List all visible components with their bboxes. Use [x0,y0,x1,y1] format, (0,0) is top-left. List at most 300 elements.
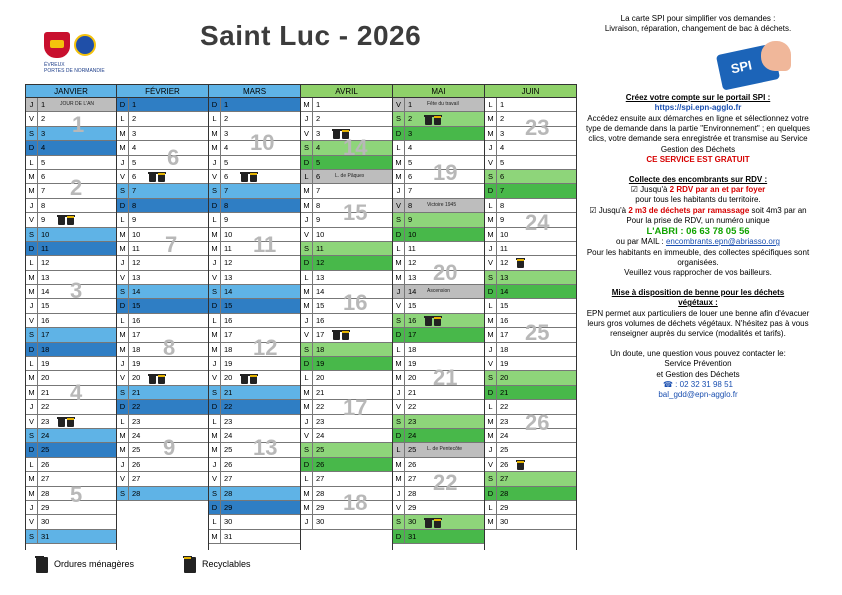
week-number: 25 [525,320,550,345]
day-number: 3 [224,128,229,138]
day-row [301,228,392,242]
day-number: 25 [132,445,141,455]
day-number: 29 [316,502,325,512]
day-number: 25 [408,445,417,455]
day-row [393,199,484,213]
day-letter: M [393,256,405,269]
week-number: 16 [343,290,368,315]
day-letter: M [301,386,313,399]
day-row [26,443,116,457]
day-letter: D [117,400,129,413]
day-row [117,256,208,270]
day-row [485,141,576,155]
day-number: 5 [408,157,413,167]
day-row [117,415,208,429]
day-letter: J [485,242,497,255]
day-number: 9 [316,215,321,225]
day-row [209,386,300,400]
day-number: 24 [132,430,141,440]
day-letter: D [393,429,405,442]
day-letter: M [393,458,405,471]
black-bin-icon [36,557,48,573]
day-letter: M [26,386,38,399]
day-row [117,127,208,141]
day-number: 4 [224,143,229,153]
day-letter: V [26,515,38,528]
day-row [393,127,484,141]
day-letter: M [301,501,313,514]
day-letter: J [26,501,38,514]
day-number: 5 [316,157,321,167]
day-letter: V [117,170,129,183]
day-row [393,343,484,357]
day-letter: J [26,199,38,212]
day-letter: L [393,141,405,154]
day-row [117,400,208,414]
black-bin-icon [58,418,65,427]
day-number: 26 [132,459,141,469]
contact-email[interactable]: bal_gdd@epn-agglo.fr [658,390,738,400]
day-number: 30 [41,517,50,527]
black-bin-icon [333,130,340,139]
day-row [485,256,576,270]
day-row [301,357,392,371]
day-row [117,487,208,501]
day-letter: M [485,213,497,226]
day-letter: L [485,199,497,212]
collection-icons [241,371,257,384]
month-column [485,84,577,550]
day-letter: M [209,242,221,255]
day-letter: D [301,256,313,269]
week-number: 26 [525,410,550,435]
day-letter: S [301,343,313,356]
day-row [301,112,392,126]
day-number: 3 [500,128,505,138]
day-row [393,443,484,457]
day-letter: S [209,285,221,298]
day-number: 23 [224,416,233,426]
coat-of-arms-icon [44,32,70,58]
day-letter: J [393,487,405,500]
abri-phone[interactable]: L'ABRI : 06 63 78 05 56 [646,225,750,237]
day-number: 14 [500,287,509,297]
day-number: 22 [500,402,509,412]
day-letter: J [301,515,313,528]
day-number: 26 [408,459,417,469]
day-letter: V [117,472,129,485]
day-number: 3 [41,128,46,138]
day-letter: V [393,501,405,514]
day-letter: M [301,487,313,500]
day-letter: M [301,199,313,212]
day-number: 11 [408,243,416,253]
day-number: 6 [408,171,413,181]
day-letter: J [301,415,313,428]
week-number: 20 [433,260,458,285]
week-number: 6 [167,145,180,170]
day-number: 16 [500,315,509,325]
day-letter: D [117,98,129,111]
day-letter: S [26,530,38,543]
day-letter: J [485,443,497,456]
day-number: 2 [224,114,229,124]
day-letter: J [485,141,497,154]
day-letter: L [209,112,221,125]
day-number: 25 [316,445,325,455]
legend-household-waste: Ordures ménagères [36,555,134,573]
day-number: 21 [224,387,233,397]
day-number: 23 [316,416,325,426]
day-letter: M [301,184,313,197]
day-row [485,299,576,313]
day-number: 8 [316,200,321,210]
day-row [301,371,392,385]
day-number: 5 [132,157,137,167]
day-number: 24 [224,430,233,440]
day-row [26,458,116,472]
day-letter: M [117,328,129,341]
day-number: 16 [132,315,141,325]
day-number: 7 [316,186,321,196]
day-number: 19 [316,359,325,369]
day-row [26,429,116,443]
black-bin-icon [333,331,340,340]
day-number: 10 [316,229,325,239]
day-number: 8 [224,200,229,210]
day-letter: D [26,141,38,154]
collection-icons [149,371,165,384]
day-letter: D [209,98,221,111]
day-row [209,415,300,429]
day-row [117,386,208,400]
day-number: 21 [41,387,50,397]
day-letter: M [301,98,313,111]
yellow-lid-bin-icon [158,173,165,182]
day-number: 20 [224,373,233,383]
day-letter: M [485,112,497,125]
day-number: 5 [500,157,505,167]
day-row [485,472,576,486]
day-row [485,501,576,515]
month-header: JUIN [485,84,576,98]
day-letter: V [301,228,313,241]
day-row [301,515,392,529]
day-letter: J [301,112,313,125]
day-letter: M [209,141,221,154]
week-number: 23 [525,115,550,140]
day-number: 7 [500,186,505,196]
day-number: 8 [500,200,505,210]
day-letter: V [485,256,497,269]
collection-icons [425,515,441,528]
day-letter: S [209,386,221,399]
day-row [393,228,484,242]
day-number: 6 [500,171,505,181]
day-letter: L [26,357,38,370]
spi-card-illustration [715,41,795,89]
day-row [301,184,392,198]
day-letter: D [485,487,497,500]
day-row [485,443,576,457]
day-number: 22 [408,402,417,412]
contact-phone[interactable]: ☎ : 02 32 31 98 51 [662,379,733,389]
day-letter: M [393,357,405,370]
day-letter: L [117,112,129,125]
day-letter: L [485,400,497,413]
week-number: 10 [250,130,275,155]
day-row [209,213,300,227]
day-number: 11 [224,243,232,253]
day-letter: M [117,141,129,154]
bulky-email-link[interactable]: encombrants.epn@abriasso.org [665,237,780,247]
day-letter: M [485,328,497,341]
day-number: 20 [41,373,50,383]
day-number: 25 [500,445,509,455]
day-number: 20 [316,373,325,383]
day-letter: M [209,343,221,356]
yellow-lid-bin-icon [250,173,257,182]
day-row [301,271,392,285]
day-number: 28 [41,488,50,498]
day-number: 21 [132,387,141,397]
day-row [117,213,208,227]
day-number: 4 [132,143,137,153]
day-number: 19 [132,359,141,369]
day-number: 10 [224,229,233,239]
black-bin-icon [241,173,248,182]
day-letter: S [485,371,497,384]
day-letter: J [209,357,221,370]
day-number: 17 [41,330,50,340]
day-row [209,271,300,285]
day-letter: S [209,184,221,197]
day-number: 14 [224,287,233,297]
day-letter: D [209,400,221,413]
logo-text: ÉVREUX PORTES DE NORMANDIE [44,62,105,74]
day-number: 11 [500,243,508,253]
day-row [393,184,484,198]
day-letter: S [117,386,129,399]
day-row [393,429,484,443]
day-number: 3 [132,128,137,138]
day-number: 14 [132,287,141,297]
day-letter: S [393,515,405,528]
day-letter: M [393,170,405,183]
week-number: 7 [165,232,178,257]
day-row [301,343,392,357]
day-letter: L [209,515,221,528]
day-row [209,285,300,299]
day-number: 18 [41,344,50,354]
day-letter: M [301,285,313,298]
holiday-label: Fête du travail [427,101,459,107]
day-row [117,170,208,184]
day-number: 21 [500,387,509,397]
spi-portal-link[interactable]: https://spi.epn-agglo.fr [654,103,742,113]
day-letter: M [485,228,497,241]
day-letter: M [485,127,497,140]
day-letter: M [209,429,221,442]
day-letter: D [26,343,38,356]
day-number: 27 [41,474,50,484]
day-letter: L [301,271,313,284]
day-number: 17 [316,330,325,340]
day-number: 22 [41,402,50,412]
day-letter: D [485,184,497,197]
day-letter: M [26,184,38,197]
black-bin-icon [241,375,248,384]
day-letter: D [26,443,38,456]
day-number: 20 [500,373,509,383]
day-number: 15 [132,301,141,311]
day-row [393,98,484,112]
day-number: 9 [132,215,137,225]
day-number: 15 [316,301,325,311]
day-letter: V [301,127,313,140]
day-row [393,415,484,429]
day-number: 24 [316,430,325,440]
day-number: 19 [41,359,50,369]
day-row [209,314,300,328]
day-number: 2 [132,114,137,124]
day-number: 20 [132,373,141,383]
day-number: 25 [41,445,50,455]
day-number: 26 [500,459,509,469]
day-number: 29 [500,502,509,512]
day-number: 9 [41,215,46,225]
day-number: 4 [408,143,413,153]
day-letter: L [301,371,313,384]
day-row [117,271,208,285]
day-letter: J [393,184,405,197]
day-letter: S [117,184,129,197]
day-row [26,228,116,242]
yellow-lid-bin-icon [434,317,441,326]
day-letter: D [209,199,221,212]
day-row [301,328,392,342]
day-number: 15 [224,301,233,311]
day-number: 1 [41,100,46,109]
day-row [393,213,484,227]
day-letter: L [117,213,129,226]
day-letter: L [301,472,313,485]
day-letter: M [26,487,38,500]
yellow-lid-bin-icon [434,519,441,528]
day-row [301,429,392,443]
day-row [485,170,576,184]
day-row [393,314,484,328]
day-letter: S [117,487,129,500]
day-letter: M [117,228,129,241]
day-number: 15 [41,301,50,311]
day-letter: M [117,443,129,456]
day-row [209,184,300,198]
day-number: 14 [408,287,417,297]
day-row [485,515,576,529]
week-number: 15 [343,200,368,225]
day-number: 12 [500,258,509,268]
day-letter: S [393,213,405,226]
day-letter: J [26,299,38,312]
day-row [117,112,208,126]
day-row [393,112,484,126]
day-letter: J [26,98,38,111]
month-column [117,84,209,550]
day-number: 29 [408,502,417,512]
day-row [393,400,484,414]
black-bin-icon [425,317,432,326]
day-row [26,415,116,429]
day-letter: L [26,458,38,471]
day-letter: L [301,170,313,183]
hand-icon [761,41,791,71]
day-letter: M [485,429,497,442]
day-letter: L [117,314,129,327]
day-number: 30 [224,517,233,527]
day-number: 30 [316,517,325,527]
day-row [485,285,576,299]
day-number: 23 [500,416,509,426]
day-letter: J [301,213,313,226]
day-number: 10 [41,229,50,239]
day-letter: J [301,314,313,327]
day-letter: M [209,530,221,543]
yellow-lid-bin-icon [184,557,196,573]
day-number: 24 [500,430,509,440]
day-letter: L [26,256,38,269]
month-column [25,84,117,550]
day-row [209,156,300,170]
day-letter: S [209,487,221,500]
day-row [485,386,576,400]
page-title: Saint Luc - 2026 [200,20,422,51]
day-row [209,400,300,414]
day-row [485,458,576,472]
day-number: 12 [41,258,50,268]
day-letter: M [485,515,497,528]
week-number: 19 [433,160,458,185]
day-number: 18 [224,344,233,354]
day-letter: V [26,112,38,125]
day-number: 3 [408,128,413,138]
day-number: 1 [408,100,413,109]
day-number: 12 [224,258,233,268]
day-letter: V [393,98,405,111]
day-row [26,515,116,529]
city-logo [40,30,104,76]
spi-card-icon: SPI [716,43,780,90]
month-header: MARS [209,84,300,98]
day-row [209,170,300,184]
week-number: 3 [70,278,83,303]
day-number: 21 [316,387,325,397]
day-number: 19 [408,359,417,369]
day-letter: S [26,127,38,140]
day-number: 6 [132,171,137,181]
day-row [485,184,576,198]
day-row [485,271,576,285]
day-number: 16 [408,315,417,325]
day-letter: V [26,415,38,428]
day-row [393,299,484,313]
day-number: 7 [408,186,413,196]
day-row [26,343,116,357]
month-header: AVRIL [301,84,392,98]
day-letter: V [301,429,313,442]
day-letter: M [393,271,405,284]
day-row [209,98,300,112]
